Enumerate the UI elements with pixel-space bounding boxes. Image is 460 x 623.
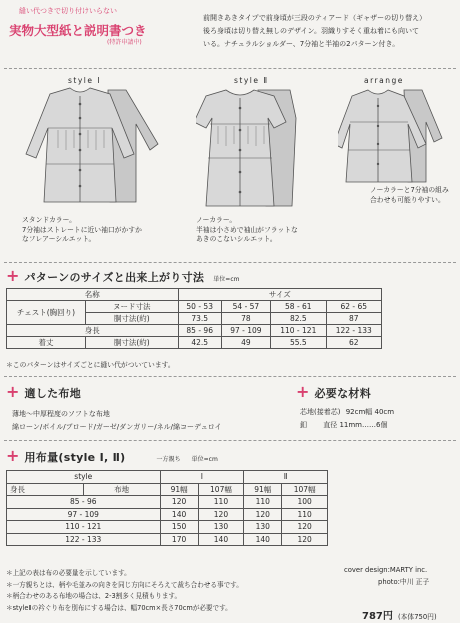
caption-line: なフレアーシルエット。 [22,235,96,243]
cell: 50 - 53 [178,301,221,313]
interfacing-label: 芯地(接着芯) [300,408,341,416]
arrange-caption [370,186,449,205]
cell: 120 [282,521,328,534]
interfacing-value: 92cm幅 40cm [345,408,395,416]
yardage-note: 一方親ち [156,456,181,463]
fabric-section-title: 適した布地 [24,387,81,400]
tag-line: 縫い代つきで切り付けいらない [19,7,117,15]
width-header: 91幅 [160,483,198,496]
caption-line: スタンドカラー。 [22,216,76,224]
height-label: 身長 [7,483,84,496]
table-row [7,521,328,534]
materials-section-title: 必要な材料 [314,387,371,400]
cell: 82.5 [271,313,326,325]
size-note: ＊このパターンはサイズごとに縫い代がついています。 [6,361,175,369]
style-header: style [7,471,161,484]
price: 787円 [362,611,393,622]
intro-line: 前開きあきタイプで前身頃が三段のティアード（ギャザーの切り替え） [203,14,427,22]
cell: 54 - 57 [221,301,270,313]
plus-icon: + [6,446,20,465]
credit-photo: photo:中川 正子 [378,578,430,586]
yardage-section-title: 用布量(style Ⅰ, Ⅱ) [24,451,126,464]
caption-line: ノーカラー。 [196,216,237,224]
cell: 100 [282,496,328,509]
cell: 122 - 133 [326,325,381,337]
material-row [300,419,394,432]
cell: 55.5 [271,337,326,349]
materials-section-header [296,382,371,401]
header-divider [4,68,456,69]
materials-list [300,406,394,432]
row-label: チェスト(胸回り) [7,301,86,325]
cell: 87 [326,313,381,325]
size-table [6,288,382,349]
cell: 110 [198,496,244,509]
width-header: 107幅 [282,483,328,496]
style2-label: style Ⅱ [234,76,269,85]
fabric-label: 布地 [83,483,160,496]
style2-illustration [196,86,314,212]
fabric-lines [12,408,222,434]
cell: 120 [160,496,198,509]
width-header: 91幅 [244,483,282,496]
cell: 58 - 61 [271,301,326,313]
cell: 42.5 [178,337,221,349]
intro-text [203,14,455,49]
plus-icon: + [296,382,310,401]
cell: 140 [160,508,198,521]
table-row [7,337,382,349]
table-row [7,289,382,301]
size-section-header [6,266,239,285]
style-divider [4,262,456,263]
table-row [7,496,328,509]
arrange-illustration [338,86,450,196]
style1-caption [22,216,142,245]
cell: 120 [282,533,328,546]
footer-note: ＊一方親ちとは、柄や毛並みの向きを同じ方向にそろえて裁ち合わせる事です。 [6,580,243,589]
intro-line: 後ろ身頃は切り替え無しのデザイン。羽織りすそく重ね着にも向いて [203,27,419,35]
table-row [7,301,382,313]
caption-line: ノーカラーと7分袖の組み [370,186,449,194]
row-sub: 胴寸法(約) [86,337,179,349]
cell: 130 [244,521,282,534]
fabric-divider [4,440,456,441]
yardage-table [6,470,328,546]
button-value: 直径 11mm……6個 [323,421,388,429]
cell: 110 [244,496,282,509]
cell: 62 [326,337,381,349]
caption-line: 7分袖はストレートに近い袖口がかすか [22,225,142,234]
height-cell: 85 - 96 [7,496,161,509]
size-header: サイズ [178,289,381,301]
height-cell: 110 - 121 [7,521,161,534]
caption-line: 合わせも可能りやすい。 [370,195,445,204]
cell: 97 - 109 [221,325,270,337]
cell: 150 [160,521,198,534]
cell: 62 - 65 [326,301,381,313]
material-row [300,406,394,419]
cell: 170 [160,533,198,546]
footer-notes [6,568,243,614]
fabric-section-header [6,382,81,401]
cell: 120 [198,508,244,521]
style1-illustration [18,84,168,212]
cell: 73.5 [178,313,221,325]
row-sub: 胴寸法(約) [86,313,179,325]
size-unit: 単位=cm [213,276,240,283]
price-block [362,604,437,623]
size-section-title: パターンのサイズと出来上がり寸法 [24,271,205,284]
cell: 110 [282,508,328,521]
height-cell: 122 - 133 [7,533,161,546]
size-divider [4,376,456,377]
big-title: 実物大型紙と説明書つき [9,23,147,38]
cell: 49 [221,337,270,349]
style1-header: Ⅰ [160,471,244,484]
footer-note: ＊柄合わせのある布地の場合は、2-3割多く見積もります。 [6,592,182,600]
arrange-label: arrange [364,76,404,85]
cell: 120 [244,508,282,521]
width-header: 107幅 [198,483,244,496]
footer-note: ＊上記の表は布の必要量を示しています。 [6,569,131,577]
table-row [7,533,328,546]
cell: 110 - 121 [271,325,326,337]
style2-caption [196,216,298,245]
style2-header: Ⅱ [244,471,328,484]
table-row [7,483,328,496]
sub-note: (特許申請中) [107,39,142,46]
cell: 140 [244,533,282,546]
caption-line: 半袖は小さめで袖山がフラットな [196,225,298,234]
cell: 78 [221,313,270,325]
header-tag-box [9,3,152,57]
footer-note: ＊styleⅡの衿ぐり布を別布にする場合は、幅70cm×長さ70cmが必要です。 [6,603,232,612]
height-cell: 97 - 109 [7,508,161,521]
cell: 140 [198,533,244,546]
yardage-section-header [6,446,218,465]
table-row [7,508,328,521]
fabric-line: 薄地〜中厚程度のソフトな布地 [12,410,110,418]
plus-icon: + [6,382,20,401]
style1-label: style Ⅰ [68,76,102,85]
name-header: 名称 [7,289,179,301]
table-row [7,471,328,484]
credit-design: cover design:MARTY inc. [344,566,428,574]
row-sub: ヌード寸法 [86,301,179,313]
intro-line: いる。ナチュラルショルダー、7分袖と半袖の2パターン付き。 [203,40,400,48]
row-label: 着丈 [7,337,86,349]
row-label: 身長 [7,325,179,337]
yardage-unit: 単位=cm [191,456,218,463]
fabric-line: 綿ローン/ボイル/ブロード/ガーゼ/ダンガリー/ネル/綿コーデュロイ [12,423,222,431]
table-row [7,325,382,337]
price-note: (本体750円) [397,613,437,621]
cell: 85 - 96 [178,325,221,337]
caption-line: あきのこないシルエット。 [196,235,277,243]
plus-icon: + [6,266,20,285]
button-label: 釦 [300,421,307,429]
cell: 130 [198,521,244,534]
